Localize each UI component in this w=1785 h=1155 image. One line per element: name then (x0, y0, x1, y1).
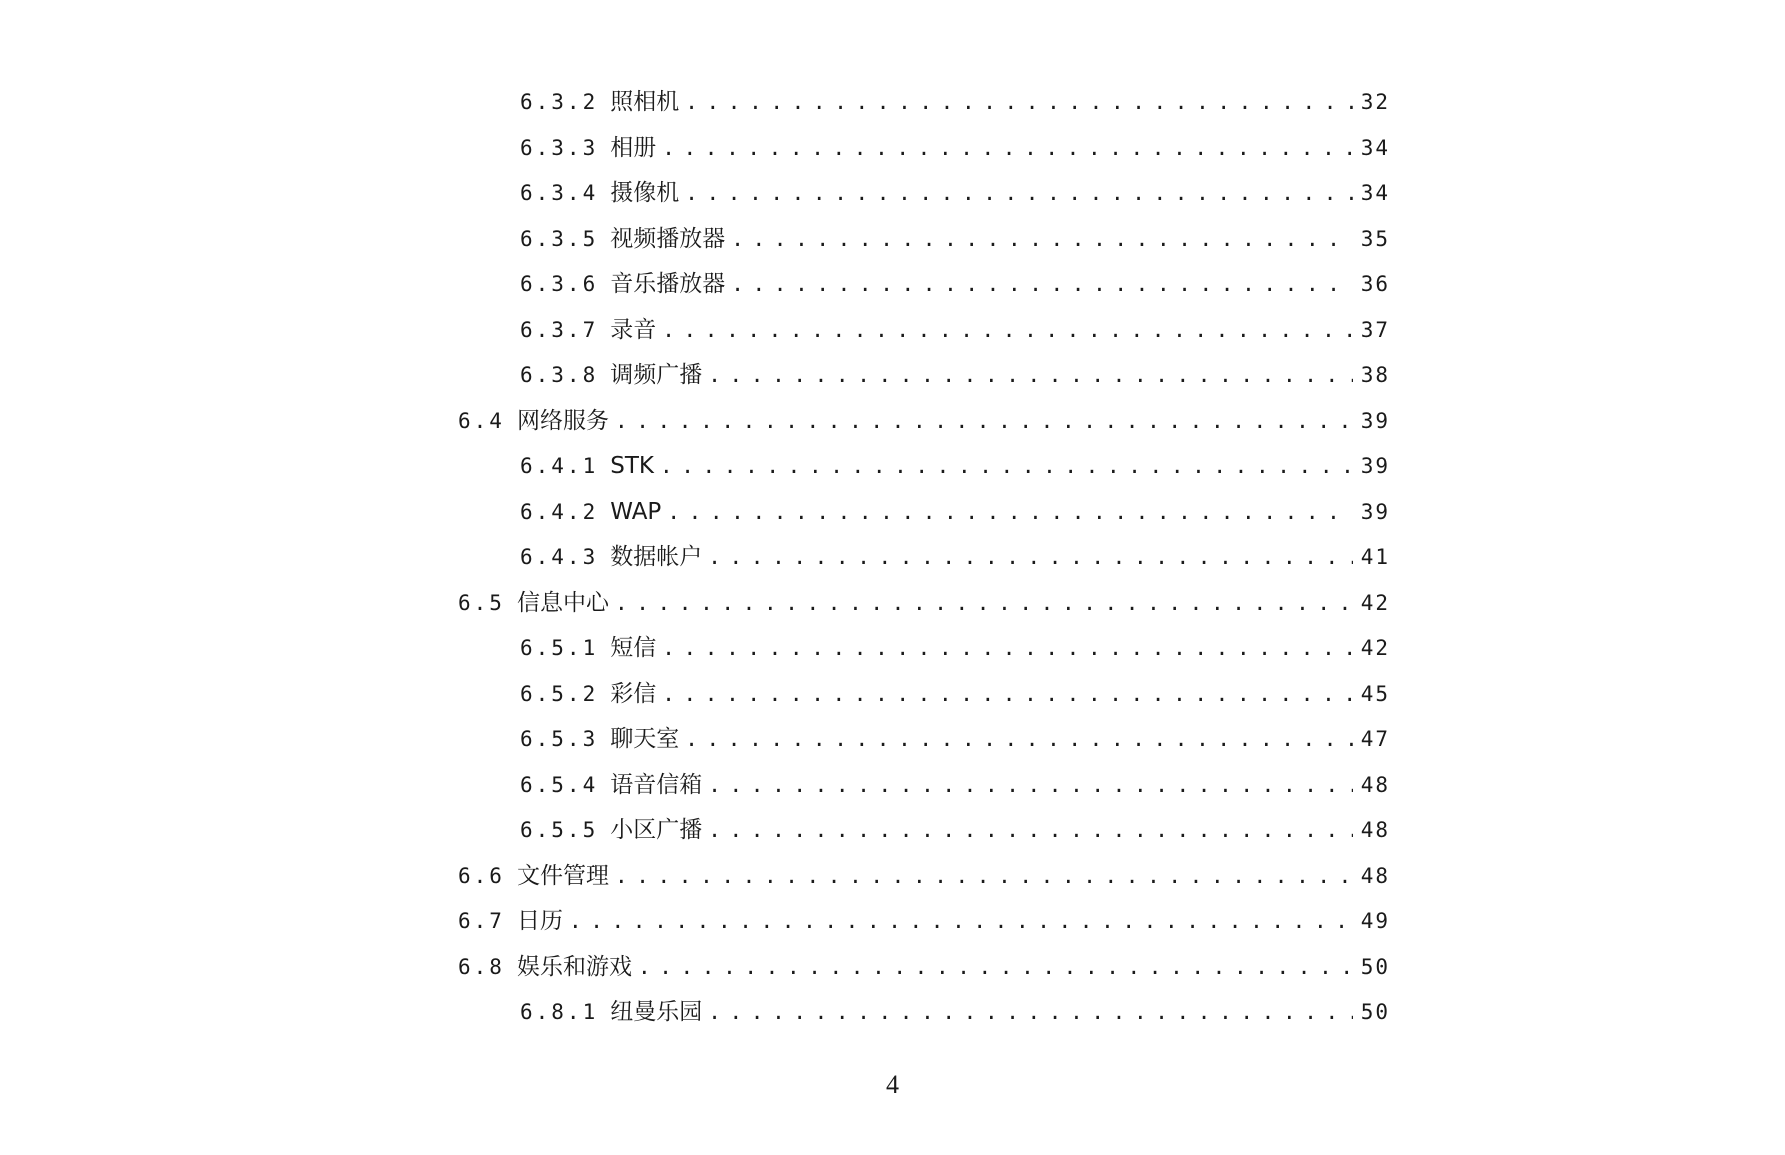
toc-dot-leader (731, 262, 1352, 308)
toc-entry-number: 6.5.5 (520, 818, 599, 842)
toc-entry-number: 6.4 (458, 408, 505, 433)
toc-entry-page: 48 (1360, 818, 1390, 842)
toc-entry-number: 6.3.3 (520, 135, 599, 160)
toc-dot-leader (660, 444, 1353, 490)
toc-entry[interactable] (458, 262, 1390, 308)
toc-dot-leader (685, 80, 1352, 126)
toc-entry-page: 50 (1360, 954, 1390, 979)
toc-entry-title: 网络服务 (516, 407, 609, 434)
toc-entry-number: 6.5.1 (520, 636, 599, 660)
toc-entry-number: 6.5.2 (520, 681, 599, 706)
toc-entry-page: 39 (1360, 454, 1390, 478)
toc-entry-title: 日历 (516, 908, 563, 934)
toc-entry-page: 42 (1360, 636, 1390, 660)
toc-dot-leader (662, 126, 1352, 172)
toc-entry[interactable] (458, 717, 1390, 763)
toc-dot-leader (685, 717, 1352, 763)
toc-dot-leader (708, 353, 1352, 399)
toc-entry-title: 信息中心 (516, 589, 609, 616)
toc-dot-leader (662, 626, 1352, 672)
page-number: 4 (886, 1070, 899, 1099)
toc-entry[interactable] (458, 808, 1390, 854)
toc-dot-leader (615, 854, 1353, 900)
toc-entry-page: 50 (1360, 1000, 1390, 1024)
toc-entry-number: 6.5.3 (520, 727, 599, 751)
toc-dot-leader (708, 990, 1352, 1036)
toc-dot-leader (569, 899, 1353, 945)
toc-entry[interactable] (458, 308, 1390, 354)
toc-entry-page: 39 (1360, 499, 1390, 524)
toc-entry[interactable] (458, 763, 1390, 809)
toc-entry[interactable] (458, 945, 1390, 991)
toc-entry-title: WAP (610, 498, 662, 525)
toc-entry[interactable] (458, 353, 1390, 399)
toc-dot-leader (685, 171, 1352, 217)
toc-entry-title: 纽曼乐园 (610, 999, 703, 1025)
toc-dot-leader (615, 399, 1353, 445)
toc-entry-number: 6.5 (458, 590, 505, 615)
toc-entry[interactable] (458, 626, 1390, 672)
toc-entry-page: 35 (1360, 226, 1390, 251)
toc-entry-page: 42 (1360, 590, 1390, 615)
toc-entry[interactable] (458, 490, 1390, 536)
toc-entry-page: 48 (1360, 772, 1390, 797)
toc-entry[interactable] (458, 217, 1390, 263)
toc-entry-number: 6.8.1 (520, 1000, 599, 1024)
toc-entry-number: 6.3.4 (520, 181, 599, 205)
toc-entry-page: 37 (1360, 317, 1390, 342)
toc-entry-number: 6.6 (458, 863, 505, 888)
toc-entry-page: 41 (1360, 545, 1390, 569)
toc-entry[interactable] (458, 535, 1390, 581)
toc-entry-page: 39 (1360, 408, 1390, 433)
toc-entry-page: 34 (1360, 181, 1390, 205)
toc-dot-leader (615, 581, 1353, 627)
toc-entry[interactable] (458, 399, 1390, 445)
toc-entry-title: 照相机 (610, 89, 680, 115)
toc-entry-page: 47 (1360, 727, 1390, 751)
toc-entry-page: 48 (1360, 863, 1390, 888)
toc-entry-page: 45 (1360, 681, 1390, 706)
toc-entry[interactable] (458, 444, 1390, 490)
toc-entry[interactable] (458, 126, 1390, 172)
toc-dot-leader (638, 945, 1353, 991)
toc-entry-page: 49 (1360, 909, 1390, 933)
toc-entry-title: 短信 (610, 635, 657, 661)
toc-entry-title: 小区广播 (610, 817, 703, 843)
toc-entry[interactable] (458, 672, 1390, 718)
toc-entry-title: 音乐播放器 (610, 271, 726, 297)
toc-entry-number: 6.8 (458, 954, 505, 979)
toc-entry-title: 彩信 (610, 680, 657, 707)
toc-entry-page: 32 (1360, 90, 1390, 114)
toc-entry-page: 38 (1360, 363, 1390, 387)
toc-entry-title: STK (610, 453, 654, 479)
toc-entry-title: 数据帐户 (610, 544, 703, 570)
toc-entry-title: 文件管理 (516, 862, 609, 889)
toc-dot-leader (708, 763, 1352, 809)
table-of-contents (458, 80, 1390, 1036)
toc-entry[interactable] (458, 990, 1390, 1036)
toc-entry[interactable] (458, 854, 1390, 900)
toc-entry[interactable] (458, 899, 1390, 945)
toc-entry-number: 6.3.8 (520, 363, 599, 387)
toc-entry-title: 语音信箱 (610, 771, 703, 798)
toc-entry-number: 6.3.5 (520, 226, 599, 251)
toc-dot-leader (708, 535, 1352, 581)
toc-entry-number: 6.5.4 (520, 772, 599, 797)
toc-entry[interactable] (458, 80, 1390, 126)
toc-dot-leader (667, 490, 1352, 536)
toc-dot-leader (662, 308, 1352, 354)
toc-entry-number: 6.3.6 (520, 272, 599, 296)
toc-entry-page: 34 (1360, 135, 1390, 160)
toc-entry-title: 录音 (610, 316, 657, 343)
toc-entry-number: 6.4.2 (520, 499, 599, 524)
toc-dot-leader (708, 808, 1352, 854)
toc-entry-title: 视频播放器 (610, 225, 726, 252)
toc-entry-title: 聊天室 (610, 726, 680, 752)
toc-entry-number: 6.3.7 (520, 317, 599, 342)
toc-entry-number: 6.3.2 (520, 90, 599, 114)
toc-dot-leader (662, 672, 1352, 718)
toc-dot-leader (731, 217, 1352, 263)
toc-entry-number: 6.4.3 (520, 545, 599, 569)
toc-entry[interactable] (458, 171, 1390, 217)
toc-entry-title: 调频广播 (610, 362, 703, 388)
toc-entry[interactable] (458, 581, 1390, 627)
toc-entry-number: 6.4.1 (520, 454, 599, 478)
toc-entry-title: 相册 (610, 134, 657, 161)
toc-entry-title: 摄像机 (610, 180, 680, 206)
toc-entry-title: 娱乐和游戏 (516, 953, 632, 980)
toc-entry-page: 36 (1360, 272, 1390, 296)
toc-entry-number: 6.7 (458, 909, 505, 933)
